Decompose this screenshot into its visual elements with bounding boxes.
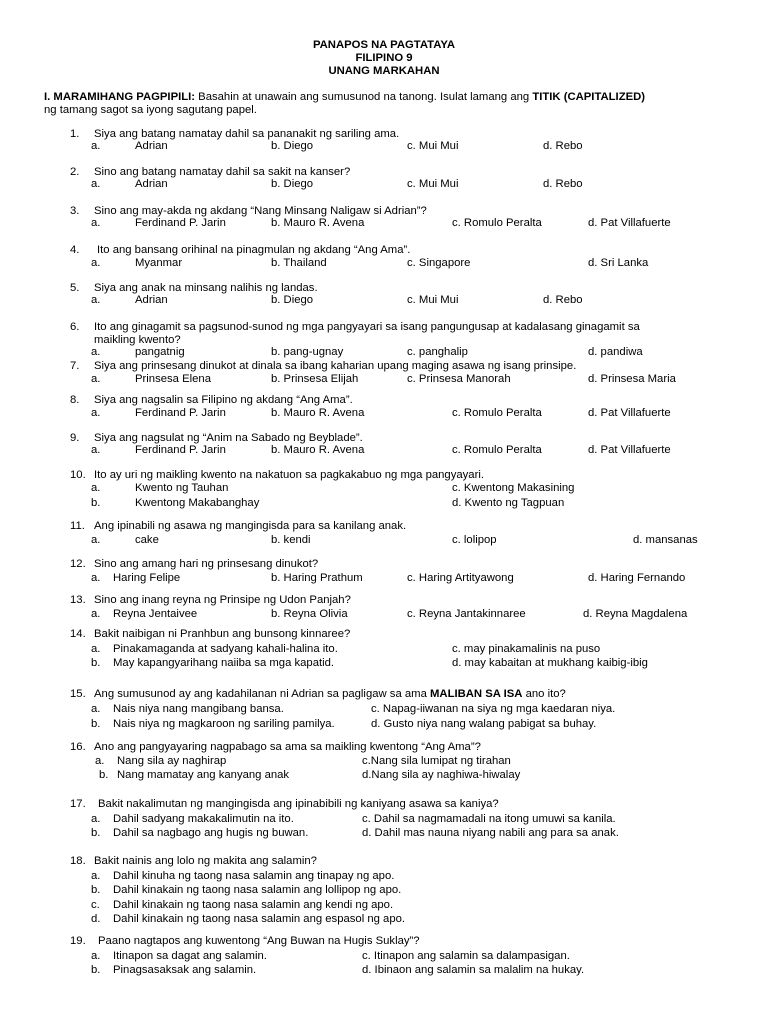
choice-a: Itinapon sa dagat ang salamin. (113, 950, 267, 962)
instructions-line1 (44, 91, 645, 103)
question-text: Bakit nainis ang lolo ng makita ang salamin? (94, 855, 317, 867)
choice-letter: a. (91, 178, 101, 190)
choice-c: c. Dahil sa nagmamadali na itong umuwi sa kanila. (362, 813, 616, 825)
choice-b: b. Mauro R. Avena (271, 407, 365, 419)
choice-b: Dahil kinakain ng taong nasa salamin ang lollipop ng apo. (113, 884, 402, 896)
choice-c: c. lolipop (452, 534, 497, 546)
choice-a: Dahil sadyang makakalimutin na ito. (113, 813, 294, 825)
choice-b: b. Diego (271, 140, 314, 152)
choice-letter: a. (91, 703, 101, 715)
instructions-text: Basahin at unawain ang sumusunod na tanong. Isulat lamang ang (195, 91, 533, 103)
question-number: 6. (70, 321, 80, 333)
question-number: 3. (70, 205, 80, 217)
choice-c: Dahil kinakain ng taong nasa salamin ang kendi ng apo. (113, 899, 394, 911)
choice-c: c. Kwentong Makasining (452, 482, 575, 494)
choice-a: Adrian (135, 140, 168, 152)
choice-letter: a. (91, 444, 101, 456)
choice-letter: b. (99, 769, 109, 781)
choice-letter: b. (91, 827, 101, 839)
choice-a: Kwento ng Tauhan (135, 482, 229, 494)
choice-letter: a. (91, 643, 101, 655)
choice-a: Nang sila ay naghirap (117, 755, 227, 767)
choice-b: b. Diego (271, 294, 314, 306)
question-text: Siya ang prinsesang dinukot at dinala sa ibang kaharian upang maging asawa ng isang prinsipe. (94, 360, 577, 372)
choice-b: b. Mauro R. Avena (271, 217, 365, 229)
choice-letter: a. (91, 257, 101, 269)
choice-letter: a. (91, 534, 101, 546)
question-number: 19. (70, 935, 86, 947)
choice-c: c. Reyna Jantakinnaree (407, 608, 526, 620)
choice-d: d. Ibinaon ang salamin sa malalim na hukay. (362, 964, 585, 976)
choice-d: d. Rebo (543, 140, 583, 152)
choice-b: b. Thailand (271, 257, 327, 269)
section-label: I. MARAMIHANG PAGPIPILI: (44, 91, 196, 103)
choice-d: d. Rebo (543, 178, 583, 190)
question-text: Sino ang may-akda ng akdang “Nang Minsang Naligaw si Adrian”? (94, 205, 427, 217)
choice-b: b. Mauro R. Avena (271, 444, 365, 456)
choice-letter: a. (91, 373, 101, 385)
question-number: 18. (70, 855, 86, 867)
choice-letter: a. (91, 140, 101, 152)
question-text (94, 688, 566, 700)
question-text-cont: maikling kwento? (94, 334, 181, 346)
question-number: 2. (70, 166, 80, 178)
choice-letter: a. (91, 870, 101, 882)
choice-letter: a. (91, 572, 101, 584)
choice-b: b. pang-ugnay (271, 346, 344, 358)
question-text: Ang ipinabili ng asawa ng mangingisda para sa kanilang anak. (94, 520, 407, 532)
choice-letter: a. (91, 294, 101, 306)
choice-a: Myanmar (135, 257, 183, 269)
choice-a: Haring Felipe (113, 572, 181, 584)
question-number: 14. (70, 628, 86, 640)
choice-a: cake (135, 534, 159, 546)
choice-letter: d. (91, 913, 101, 925)
choice-a: Adrian (135, 178, 168, 190)
choice-b: b. kendi (271, 534, 311, 546)
choice-a: Ferdinand P. Jarin (135, 444, 226, 456)
choice-c: c. Romulo Peralta (452, 217, 542, 229)
choice-letter: a. (91, 407, 101, 419)
choice-a: Prinsesa Elena (135, 373, 211, 385)
question-text: Ito ay uri ng maikling kwento na nakatuon sa pagkakabuo ng mga pangyayari. (94, 469, 484, 481)
choice-b: b. Diego (271, 178, 314, 190)
question-text-end: ano ito? (522, 688, 566, 700)
choice-letter: b. (91, 657, 101, 669)
choice-a: Dahil kinuha ng taong nasa salamin ang tinapay ng apo. (113, 870, 395, 882)
choice-d: d. Pat Villafuerte (588, 217, 671, 229)
doc-quarter: UNANG MARKAHAN (328, 65, 440, 77)
question-text: Siya ang nagsulat ng “Anim na Sabado ng Beyblade”. (94, 432, 363, 444)
choice-letter: b. (91, 884, 101, 896)
choice-c: c. Itinapon ang salamin sa dalampasigan. (362, 950, 570, 962)
choice-a: Pinakamaganda at sadyang kahali-halina ito. (113, 643, 338, 655)
choice-letter: a. (91, 608, 101, 620)
question-number: 13. (70, 594, 86, 606)
choice-b: May kapangyarihang naiiba sa mga kapatid. (113, 657, 335, 669)
choice-letter: b. (91, 964, 101, 976)
question-emphasis: MALIBAN SA ISA (430, 688, 523, 700)
question-number: 8. (70, 394, 80, 406)
choice-d: d. mansanas (633, 534, 698, 546)
choice-c: c. panghalip (407, 346, 468, 358)
question-text: Sino ang amang hari ng prinsesang dinukot? (94, 558, 319, 570)
choice-d: d. Rebo (543, 294, 583, 306)
choice-c: c. may pinakamalinis na puso (452, 643, 601, 655)
choice-c: c. Haring Artityawong (407, 572, 514, 584)
question-number: 17. (70, 798, 86, 810)
choice-letter: c. (91, 899, 100, 911)
question-number: 10. (70, 469, 86, 481)
choice-letter: a. (91, 346, 101, 358)
choice-a: Ferdinand P. Jarin (135, 407, 226, 419)
choice-d: d. Dahil mas nauna niyang nabili ang para sa anak. (362, 827, 619, 839)
choice-b: b. Reyna Olivia (271, 608, 348, 620)
instructions-emphasis: TITIK (CAPITALIZED) (532, 91, 646, 103)
choice-d: d. Haring Fernando (588, 572, 686, 584)
question-text: Sino ang batang namatay dahil sa sakit na kanser? (94, 166, 351, 178)
choice-letter: a. (91, 813, 101, 825)
question-text: Sino ang inang reyna ng Prinsipe ng Udon Panjah? (94, 594, 351, 606)
choice-b: Kwentong Makabanghay (135, 497, 260, 509)
choice-d: d. pandiwa (588, 346, 643, 358)
choice-b: Nang mamatay ang kanyang anak (117, 769, 290, 781)
question-number: 4. (70, 244, 80, 256)
question-number: 16. (70, 741, 86, 753)
question-number: 11. (70, 520, 85, 532)
choice-d: d. Sri Lanka (588, 257, 649, 269)
choice-d: d. Pat Villafuerte (588, 407, 671, 419)
question-text: Siya ang nagsalin sa Filipino ng akdang “Ang Ama”. (94, 394, 353, 406)
question-text: Siya ang anak na minsang nalihis ng landas. (94, 282, 318, 294)
choice-b: b. Prinsesa Elijah (271, 373, 359, 385)
choice-c: c. Mui Mui (407, 140, 459, 152)
choice-a: Ferdinand P. Jarin (135, 217, 226, 229)
choice-letter: a. (95, 755, 105, 767)
choice-letter: a. (91, 950, 101, 962)
choice-b: Pinagsasaksak ang salamin. (113, 964, 257, 976)
choice-b: Nais niya ng magkaroon ng sariling pamilya. (113, 718, 335, 730)
choice-d: d. Kwento ng Tagpuan (452, 497, 565, 509)
choice-c: c. Romulo Peralta (452, 444, 542, 456)
question-number: 7. (70, 360, 80, 372)
question-number: 12. (70, 558, 86, 570)
choice-c: c. Prinsesa Manorah (407, 373, 511, 385)
choice-letter: a. (91, 217, 101, 229)
question-number: 9. (70, 432, 80, 444)
instructions-line2: ng tamang sagot sa iyong sagutang papel. (44, 104, 257, 116)
choice-c: c. Mui Mui (407, 294, 459, 306)
choice-d: d. may kabaitan at mukhang kaibig-ibig (452, 657, 648, 669)
question-number: 5. (70, 282, 80, 294)
choice-c: c. Napag-iiwanan na siya ng mga kaedaran niya. (371, 703, 616, 715)
doc-subject: FILIPINO 9 (355, 52, 413, 64)
choice-b: Dahil sa nagbago ang hugis ng buwan. (113, 827, 309, 839)
choice-b: b. Haring Prathum (271, 572, 363, 584)
question-number: 15. (70, 688, 86, 700)
question-text: Paano nagtapos ang kuwentong “Ang Buwan na Hugis Suklay”? (98, 935, 420, 947)
choice-c: c. Romulo Peralta (452, 407, 542, 419)
choice-a: Nais niya nang mangibang bansa. (113, 703, 284, 715)
choice-d: d. Gusto niya nang walang pabigat sa buhay. (371, 718, 597, 730)
question-number: 1. (70, 128, 80, 140)
choice-d: d.Nang sila ay naghiwa-hiwalay (362, 769, 521, 781)
choice-c: c. Singapore (407, 257, 471, 269)
choice-c: c.Nang sila lumipat ng tirahan (362, 755, 511, 767)
choice-letter: b. (91, 497, 101, 509)
choice-a: pangatnig (135, 346, 185, 358)
question-text: Bakit nakalimutan ng mangingisda ang ipinabibili ng kaniyang asawa sa kaniya? (98, 798, 499, 810)
choice-letter: b. (91, 718, 101, 730)
choice-c: c. Mui Mui (407, 178, 459, 190)
doc-title: PANAPOS NA PAGTATAYA (312, 39, 456, 51)
question-text: Bakit naibigan ni Pranhbun ang bunsong kinnaree? (94, 628, 351, 640)
choice-d: d. Prinsesa Maria (588, 373, 676, 385)
question-text: Ito ang ginagamit sa pagsunod-sunod ng mga pangyayari sa isang pangungusap at kadalasang ginagamit sa (94, 321, 640, 333)
choice-d: d. Reyna Magdalena (583, 608, 688, 620)
choice-a: Adrian (135, 294, 168, 306)
choice-letter: a. (91, 482, 101, 494)
choice-d: Dahil kinakain ng taong nasa salamin ang espasol ng apo. (113, 913, 406, 925)
question-text: Siya ang batang namatay dahil sa pananakit ng sariling ama. (94, 128, 400, 140)
question-text: Ano ang pangyayaring nagpabago sa ama sa maikling kwentong “Ang Ama”? (94, 741, 481, 753)
choice-d: d. Pat Villafuerte (588, 444, 671, 456)
question-text-part: Ang sumusunod ay ang kadahilanan ni Adrian sa pagligaw sa ama (94, 688, 430, 700)
choice-a: Reyna Jentaivee (113, 608, 198, 620)
question-text: Ito ang bansang orihinal na pinagmulan ng akdang “Ang Ama”. (97, 244, 411, 256)
